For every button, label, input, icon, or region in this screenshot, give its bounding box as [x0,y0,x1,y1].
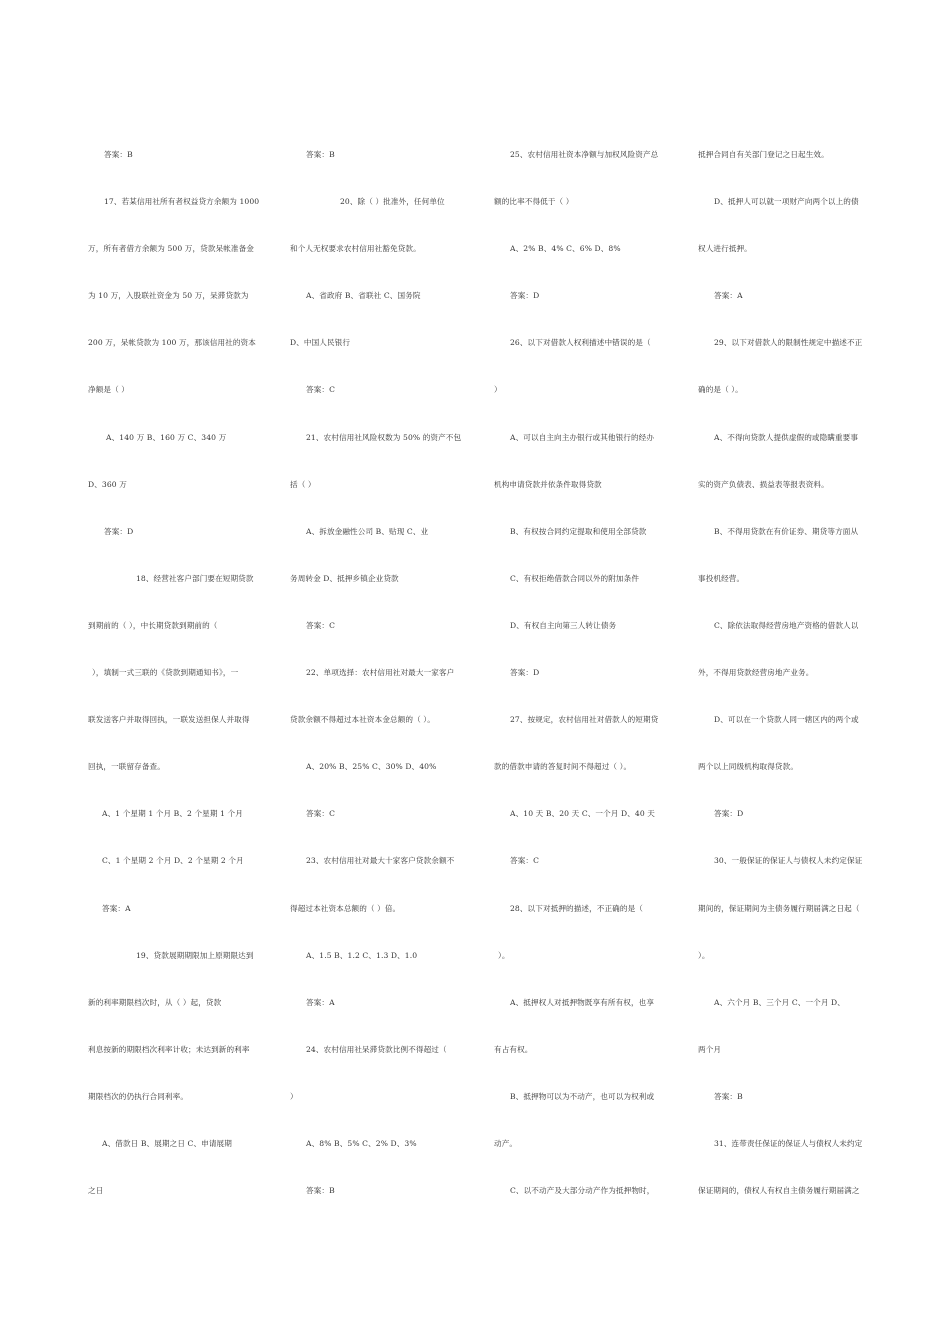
text-line: D、有权自主向第三人转让债务 [510,620,617,630]
text-line: 答案：D [510,668,540,678]
text-line: 答案：A [714,291,743,301]
text-line: 联发送客户并取得回执，一联发送担保人并取得 [88,715,250,725]
text-line: 两个以上同级机构取得贷款。 [698,762,799,772]
text-line: 31、连带责任保证的保证人与债权人未约定 [714,1138,863,1148]
text-line: 务周转金 D、抵押乡镇企业贷款 [290,573,399,583]
text-line: 答案：D [510,291,540,301]
text-line: 贷款余额不得超过本社资本金总额的（ ）。 [290,715,435,725]
text-line: 万，所有者借方余额为 500 万，贷款呆帐准备金 [88,244,255,254]
text-line: 为 10 万，入股联社资金为 50 万，呆滞贷款为 [88,291,249,301]
text-line: 19、贷款展期期限加上原期限达到 [136,950,254,960]
text-line: 机构申请贷款并依条件取得贷款 [494,479,602,489]
text-line: 答案：A [102,903,131,913]
text-line: 答案：C [306,385,335,395]
text-line: D、360 万 [88,479,127,489]
text-line: 30、一般保证的保证人与债权人未约定保证 [714,856,863,866]
text-line: C、有权拒绝借款合同以外的附加条件 [510,573,640,583]
text-line: A、1.5 B、1.2 C、1.3 D、1.0 [306,950,418,960]
text-line: 25、农村信用社资本净额与加权风险资产总 [510,150,659,159]
text-line: 21、农村信用社风险权数为 50% 的资产不包 [306,432,462,442]
text-line: 答案：D [714,809,744,819]
text-line: A、1 个星期 1 个月 B、2 个星期 1 个月 [102,809,243,819]
text-line: A、20% B、25% C、30% D、40% [306,762,437,772]
text-line: ）。 [698,950,710,960]
text-column-3 [494,138,672,1221]
text-line: 括（ ） [290,479,316,489]
text-line: 利息按新的期限档次利率计收；未达到新的利率 [88,1044,250,1054]
text-line: C、1 个星期 2 个月 D、2 个星期 2 个月 [102,856,244,866]
text-line: 答案：B [714,1091,743,1101]
text-line: 净额是（ ） [88,385,129,395]
text-line: A、2% B、4% C、6% D、8% [510,244,621,254]
text-line: 动产。 [494,1138,518,1148]
text-line: 答案：B [104,150,133,159]
text-line: 确的是（ ）。 [698,385,743,395]
text-line: 额的比率不得低于（ ） [494,197,574,207]
text-line: 得超过本社资本总额的（ ）倍。 [290,903,401,913]
text-line: B、有权按合同约定提取和使用全部贷款 [510,526,647,536]
text-line: B、不得用贷款在有价证券、期货等方面从 [714,526,859,536]
text-line: 200 万，呆帐贷款为 100 万，那该信用社的资本 [88,338,256,348]
text-line: 28、以下对抵押的描述，不正确的是（ [510,903,643,913]
text-line: 答案：D [104,526,134,536]
text-line: 款的借款申请的答复时间不得超过（ ）。 [494,762,632,772]
text-line: A、不得向贷款人提供虚假的或隐瞒重要事 [714,432,859,442]
text-line: 答案：A [306,997,335,1007]
text-line: 20、除（ ）批准外，任何单位 [340,197,445,207]
text-line: 保证期间的，债权人有权自主债务履行期届满之 [698,1186,860,1196]
text-line: 29、以下对借款人的限制性规定中描述不正 [714,338,863,348]
text-line: 外，不得用贷款经营房地产业务。 [698,668,814,678]
text-line: 27、按规定，农村信用社对借款人的短期贷 [510,715,659,725]
text-line: ），填制一式三联的《贷款到期通知书》，一 [92,668,239,678]
text-line: 到期前的（ ），中长期贷款到期前的（ [88,620,218,630]
text-line: A、10 天 B、20 天 C、一个月 D、40 天 [510,809,655,819]
text-line: 24、农村信用社呆滞贷款比例不得超过（ [306,1044,447,1054]
text-line: C、以不动产及大部分动产作为抵押物时， [510,1186,655,1196]
text-line: ）。 [498,950,510,960]
text-line: 权人进行抵押。 [698,244,752,254]
text-line: 回执，一联留存备查。 [88,762,165,772]
text-column-4 [698,138,876,1221]
text-line: D、可以在一个贷款人同一辖区内的两个或 [714,715,859,725]
text-line: 答案：B [306,150,335,159]
text-line: 22、单项选择：农村信用社对最大一家客户 [306,668,455,678]
text-line: 17、若某信用社所有者权益贷方余额为 1000 [104,197,260,207]
text-line: A、可以自主向主办银行或其他银行的经办 [510,432,655,442]
text-line: 事投机经营。 [698,573,745,583]
text-line: A、省政府 B、省联社 C、国务院 [306,291,421,301]
text-line: 之日 [88,1186,104,1196]
text-line: A、六个月 B、三个月 C、一个月 D、 [714,997,845,1007]
text-line: D、抵押人可以就一项财产向两个以上的债 [714,197,859,207]
text-line: 和个人无权要求农村信用社豁免贷款。 [290,244,421,254]
text-line: 答案：C [306,620,335,630]
text-line: 抵押合同自有关部门登记之日起生效。 [698,150,829,159]
text-line: A、8% B、5% C、2% D、3% [306,1138,417,1148]
text-line: 实的资产负债表、损益表等报表资料。 [698,479,829,489]
text-line: A、抵押权人对抵押物既享有所有权，也享 [510,997,655,1007]
text-line: 两个月 [698,1044,722,1054]
text-line: C、除依法取得经营房地产资格的借款人以 [714,620,859,630]
text-column-2 [290,138,468,1221]
text-line: 期限档次的仍执行合同利率。 [88,1091,189,1101]
text-line: 26、以下对借款人权利描述中错误的是（ [510,338,651,348]
text-line: 期间的，保证期间为主债务履行期届满之日起（ [698,903,860,913]
text-line: ） [494,385,502,395]
text-line: 有占有权。 [494,1044,533,1054]
text-line: 18、经营社客户部门要在短期贷款 [136,573,254,583]
text-column-1 [88,138,266,1221]
text-line: ） [290,1091,298,1101]
text-line: 答案：C [306,809,335,819]
text-line: B、抵押物可以为不动产，也可以为权利或 [510,1091,655,1101]
text-line: 答案：B [306,1186,335,1196]
text-line: D、中国人民银行 [290,338,351,348]
text-line: 新的利率期限档次时，从（ ）起，贷款 [88,997,222,1007]
text-line: 23、农村信用社对最大十家客户贷款余额不 [306,856,455,866]
text-line: A、借款日 B、展期之日 C、申请展期 [102,1138,232,1148]
text-line: A、140 万 B、160 万 C、340 万 [106,432,227,442]
text-line: A、拆放金融性公司 B、贴现 C、业 [306,526,429,536]
text-line: 答案：C [510,856,539,866]
